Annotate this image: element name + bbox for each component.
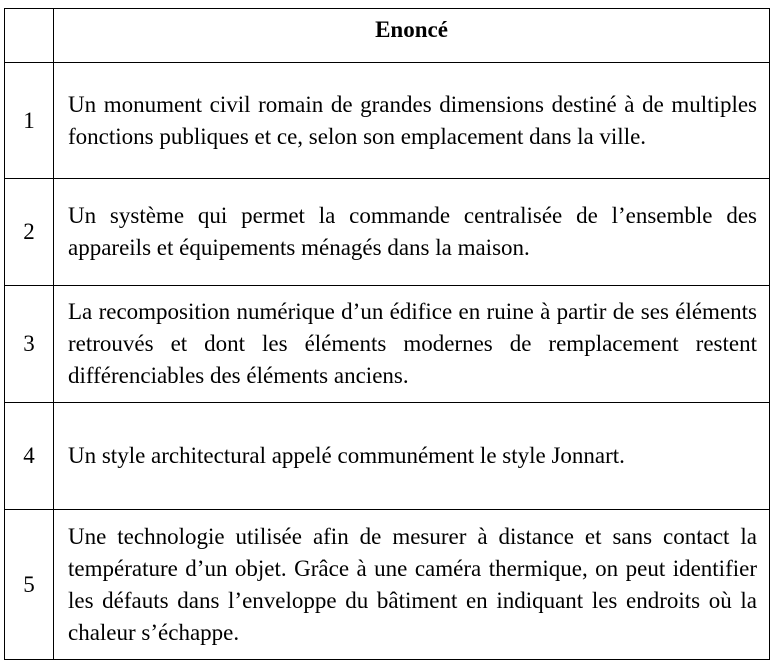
row-number: 4	[5, 403, 54, 510]
table-row	[5, 510, 770, 660]
row-statement: Une technologie utilisée afin de mesurer à distance et sans contact la température d’un objet. Grâce à une caméra thermique, on peut identifier les défauts dans l’enveloppe du bâtiment en indiquant les endroits où la chaleur s’échappe.	[54, 510, 770, 660]
row-number: 1	[5, 63, 54, 179]
table-row	[5, 403, 770, 510]
row-statement: Un style architectural appelé communément le style Jonnart.	[54, 403, 770, 510]
row-statement: Un monument civil romain de grandes dimensions destiné à de multiples fonctions publiques et ce, selon son emplacement dans la ville.	[54, 63, 770, 179]
table-header-row	[5, 9, 770, 63]
row-statement: La recomposition numérique d’un édifice en ruine à partir de ses éléments retrouvés et dont les éléments modernes de remplacement restent différenciables des éléments anciens.	[54, 286, 770, 403]
row-number: 2	[5, 179, 54, 286]
statements-table	[4, 8, 770, 660]
table-row	[5, 179, 770, 286]
document-page	[4, 8, 770, 660]
row-number: 3	[5, 286, 54, 403]
table-row	[5, 286, 770, 403]
header-statement-cell: Enoncé	[54, 9, 770, 63]
row-statement: Un système qui permet la commande centralisée de l’ensemble des appareils et équipements ménagés dans la maison.	[54, 179, 770, 286]
table-row	[5, 63, 770, 179]
row-number: 5	[5, 510, 54, 660]
header-number-cell	[5, 9, 54, 63]
